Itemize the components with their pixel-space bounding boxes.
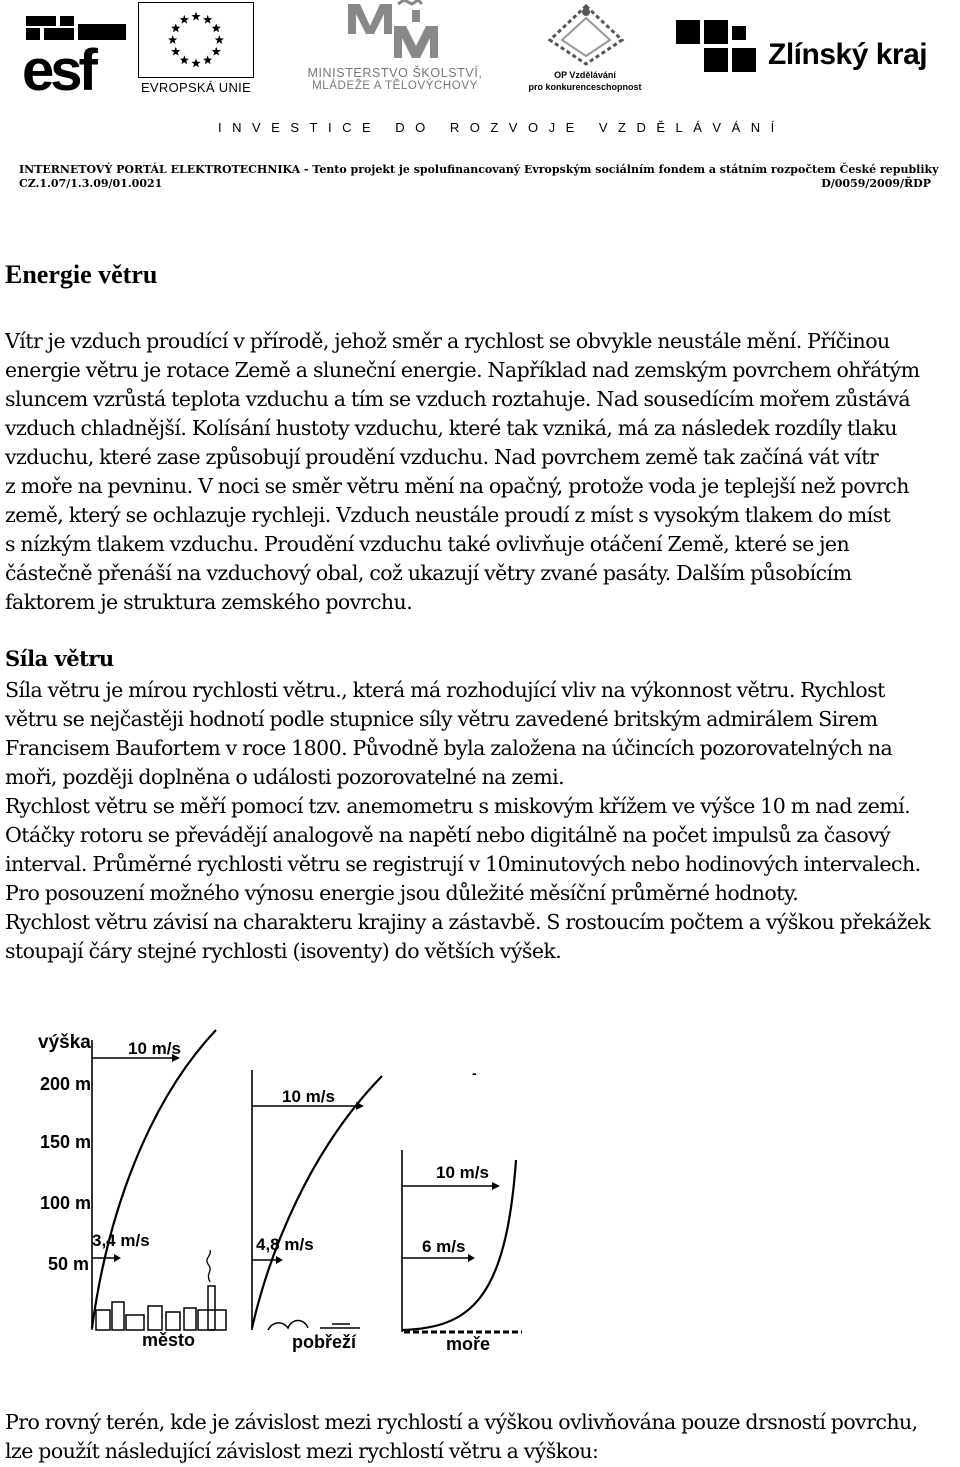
text-line: Síla větru je mírou rychlosti větru., která má rozhodující vliv na výkonnost větru. Rychlost [5, 678, 885, 702]
height-axis-label: výška [38, 1032, 91, 1053]
coast-trees-icon [268, 1321, 308, 1331]
text-line: moři, později doplněna o události pozorovatelné na zemi. [5, 765, 565, 789]
text-line: částečně přenáší na vzduchový obal, což ukazují větry zvané pasáty. Dalším působícím [5, 561, 852, 585]
page-title: Energie větru [5, 260, 158, 289]
sea-top-speed: 10 m/s [436, 1163, 489, 1182]
eu-star-icon [215, 35, 224, 44]
eu-logo [138, 2, 258, 98]
wind-profile-diagram [0, 1010, 560, 1360]
eu-star-icon [168, 35, 177, 44]
text-line: lze použít následující závislost mezi rychlostí větru a výškou: [5, 1439, 599, 1463]
eu-star-icon [212, 23, 221, 32]
city-profile [92, 1030, 226, 1350]
project-reference: D/0059/2009/ŘDP [821, 177, 931, 190]
msmt-logo [290, 0, 500, 96]
height-tick-150: 150 m [40, 1132, 92, 1152]
text-line: Pro rovný terén, kde je závislost mezi rychlostí a výškou ovlivňována pouze drsností povrchu, [5, 1410, 918, 1434]
eu-star-icon [180, 15, 189, 24]
height-tick-100: 100 m [40, 1193, 92, 1213]
coast-profile [252, 1070, 382, 1352]
coast-low-speed: 4,8 m/s [256, 1235, 314, 1254]
investment-slogan: INVESTICE DO ROZVOJE VZDĚLÁVÁNÍ [218, 120, 785, 135]
text-line: energie větru je rotace Země a sluneční energie. Například nad zemským povrchem ohřátým [5, 358, 920, 382]
zlin-region-logo [676, 18, 936, 88]
project-description: INTERNETOVÝ PORTÁL ELEKTROTECHNIKA - Tento projekt je spolufinancovaný Evropským sociálním fondem a státním rozpočtem České republiky [19, 163, 939, 176]
text-line: Otáčky rotoru se převádějí analogově na napětí nebo digitálně na počet impulsů za časový [5, 823, 891, 847]
city-top-speed: 10 m/s [128, 1039, 181, 1058]
op-line-1: OP Vzdělávání [554, 70, 616, 80]
eu-star-icon [171, 47, 180, 56]
text-line: Francisem Baufortem v roce 1800. Původně byla založena na účincích pozorovatelných na [5, 736, 893, 760]
stray-mark: - [472, 1065, 477, 1081]
project-info [19, 163, 939, 190]
msmt-emblem-icon [342, 0, 442, 62]
text-line: faktorem je struktura zemského povrchu. [5, 590, 413, 614]
msmt-line-1: MINISTERSTVO ŠKOLSTVÍ, [307, 66, 483, 80]
paragraph-flat-terrain [5, 1408, 960, 1466]
text-line: Rychlost větru se měří pomocí tzv. anemometru s miskovým křížem ve výšce 10 m nad zemí. [5, 794, 911, 818]
eu-star-icon [203, 55, 212, 64]
eu-star-icon [180, 55, 189, 64]
height-tick-200: 200 m [40, 1074, 92, 1094]
op-emblem-icon [546, 4, 626, 66]
op-logo [520, 0, 650, 96]
text-line: vzduch chladnější. Kolísání hustoty vzduchu, které tak vzniká, má za následek rozdíly tlaku [5, 416, 897, 440]
text-line: Pro posouzení možného výnosu energie jsou důležité měsíční průměrné hodnoty. [5, 881, 799, 905]
eu-star-icon [171, 23, 180, 32]
zlin-region-label: Zlínský kraj [768, 38, 928, 71]
text-line: sluncem vzrůstá teplota vzduchu a tím se vzduch roztahuje. Nad sousedícím mořem zůstává [5, 387, 911, 411]
project-code: CZ.1.07/1.3.09/01.0021 [19, 177, 163, 190]
city-low-speed: 3,4 m/s [92, 1231, 150, 1250]
sea-profile [402, 1150, 522, 1354]
zlin-squares-icon [676, 20, 758, 82]
text-line: země, který se ochlazuje rychleji. Vzduch neustále proudí z míst s vysokým tlakem do míst [5, 503, 891, 527]
eu-star-icon [212, 47, 221, 56]
op-line-2: pro konkurenceschopnost [528, 82, 642, 92]
terrain-label-sea: moře [446, 1334, 491, 1354]
sea-low-speed: 6 m/s [422, 1237, 466, 1256]
section-heading-wind-force: Síla větru [5, 646, 114, 671]
text-line: stoupají čáry stejné rychlosti (isoventy) do větších výšek. [5, 939, 562, 963]
msmt-line-2: MLÁDEŽE A TĚLOVÝCHOVY [312, 80, 478, 92]
eu-star-icon [203, 15, 212, 24]
coast-top-speed: 10 m/s [282, 1087, 335, 1106]
esf-logo [22, 14, 130, 94]
city-buildings-icon [96, 1286, 226, 1330]
paragraph-wind-intro [5, 327, 960, 617]
text-line: vzduchu, které zase způsobují proudění vzduchu. Nad povrchem země tak začíná vát vítr [5, 445, 879, 469]
esf-wordmark: esf [22, 38, 94, 94]
terrain-label-city: město [142, 1330, 196, 1350]
header-logos [0, 0, 960, 120]
eu-flag-icon [138, 2, 254, 78]
terrain-label-coast: pobřeží [292, 1332, 357, 1352]
eu-label: EVROPSKÁ UNIE [140, 80, 252, 95]
text-line: interval. Průměrné rychlosti větru se registrují v 10minutových nebo hodinových intervalech. [5, 852, 921, 876]
text-line: větru se nejčastěji hodnotí podle stupnice síly větru zavedené britským admirálem Sirem [5, 707, 878, 731]
text-line: z moře na pevninu. V noci se směr větru mění na opačný, protože voda je teplejší než povrch [5, 474, 909, 498]
height-tick-50: 50 m [48, 1254, 90, 1274]
text-line: Vítr je vzduch proudící v přírodě, jehož směr a rychlost se obvykle neustále mění. Příčinou [5, 329, 890, 353]
eu-star-icon [191, 59, 200, 68]
paragraph-wind-force [5, 676, 960, 966]
text-line: Rychlost větru závisí na charakteru krajiny a zástavbě. S rostoucím počtem a výškou překážek [5, 910, 931, 934]
eu-star-icon [191, 12, 200, 21]
text-line: s nízkým tlakem vzduchu. Proudění vzduchu také ovlivňuje otáčení Země, které se jen [5, 532, 850, 556]
